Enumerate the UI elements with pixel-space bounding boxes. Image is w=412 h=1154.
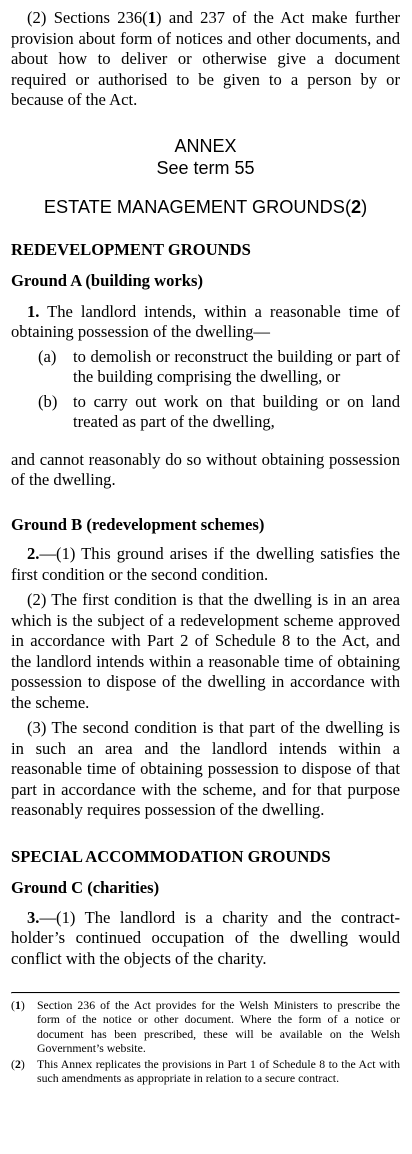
list-item [11, 392, 400, 433]
annex-subtitle: See term 55 [156, 157, 255, 178]
ground-b-paragraph-1 [11, 544, 400, 585]
ground-a-text: The landlord intends, within a reasonable time of obtaining possession of the dwelling— [11, 301, 400, 341]
ground-a-closing: and cannot reasonably do so without obtaining possession of the dwelling. [11, 449, 400, 489]
ground-c-title: Ground C (charities) [11, 878, 160, 897]
ground-b-title: Ground B (redevelopment schemes) [11, 514, 265, 534]
ground-c-paragraph-1 [11, 908, 400, 970]
footnote [11, 998, 400, 1056]
item-label: (a) [38, 346, 57, 366]
ground-b-number: 2. [27, 544, 40, 563]
footnote-text: Section 236 of the Act provides for the Welsh Ministers to prescribe the form of the notice or other document. Where the form of a notice or document has been prescribed, these will be available on the Welsh Government’s website. [37, 998, 400, 1056]
special-heading: SPECIAL ACCOMMODATION GROUNDS [11, 846, 331, 866]
footnote-ref-2[interactable]: 2 [351, 196, 362, 217]
intro-lead: (2) Sections 236( [27, 8, 148, 27]
intro-tail: ) and 237 of the Act make further provision about form of notices and other documents, and about how to deliver or otherwise give a document required or authorised to be given to a person by or because of the Act. [11, 8, 400, 109]
ground-a-title: Ground A (building works) [11, 271, 203, 290]
redevelopment-heading: REDEVELOPMENT GROUNDS [11, 239, 251, 259]
footnote-text: This Annex replicates the provisions in Part 1 of Schedule 8 to the Act with such amendments as appropriate in relation to a secure contract. [37, 1056, 400, 1086]
ground-c-text-1: —(1) The landlord is a charity and the contract-holder’s continued occupation of the dwelling would conflict with the objects of the charity. [11, 907, 400, 968]
item-label: (b) [38, 391, 58, 411]
footnote-number: (2) [11, 1056, 25, 1071]
item-text: to demolish or reconstruct the building or part of the building comprising the dwelling, or [73, 346, 400, 386]
annex-title: ANNEX [174, 135, 237, 156]
ground-a-paragraph [11, 302, 400, 343]
list-item [11, 347, 400, 388]
ground-b-paragraph-3: (3) The second condition is that part of the dwelling is in such an area and the landlord intends within a reasonable time of obtaining possession to dispose of that part in accordance with the scheme, and for that purpose reasonably requires possession of the dwelling. [11, 718, 400, 819]
footnote [11, 1057, 400, 1086]
footnote-number: (1) [11, 998, 25, 1012]
ground-b-paragraph-2: (2) The first condition is that the dwelling is in an area which is the subject of a redevelopment scheme approved in accordance with Part 2 of Schedule 8 to the Act, and the landlord intends within a reasonable time of obtaining possession to dispose of the dwelling in accordance with the scheme. [11, 590, 400, 712]
annex-heading-text: ESTATE MANAGEMENT GROUNDS( [43, 196, 351, 217]
item-text: to carry out work on that building or on land treated as part of the dwelling, [73, 391, 400, 431]
intro-paragraph [11, 8, 400, 111]
ground-b-text-1: —(1) This ground arises if the dwelling satisfies the first condition or the second condition. [11, 544, 400, 584]
ground-c-number: 3. [27, 907, 40, 927]
footnote-divider [11, 992, 400, 994]
annex-heading-close: ) [361, 196, 368, 217]
footnote-ref-1[interactable]: 1 [147, 8, 156, 27]
ground-a-number: 1. [27, 301, 40, 321]
annex-heading [11, 196, 400, 218]
